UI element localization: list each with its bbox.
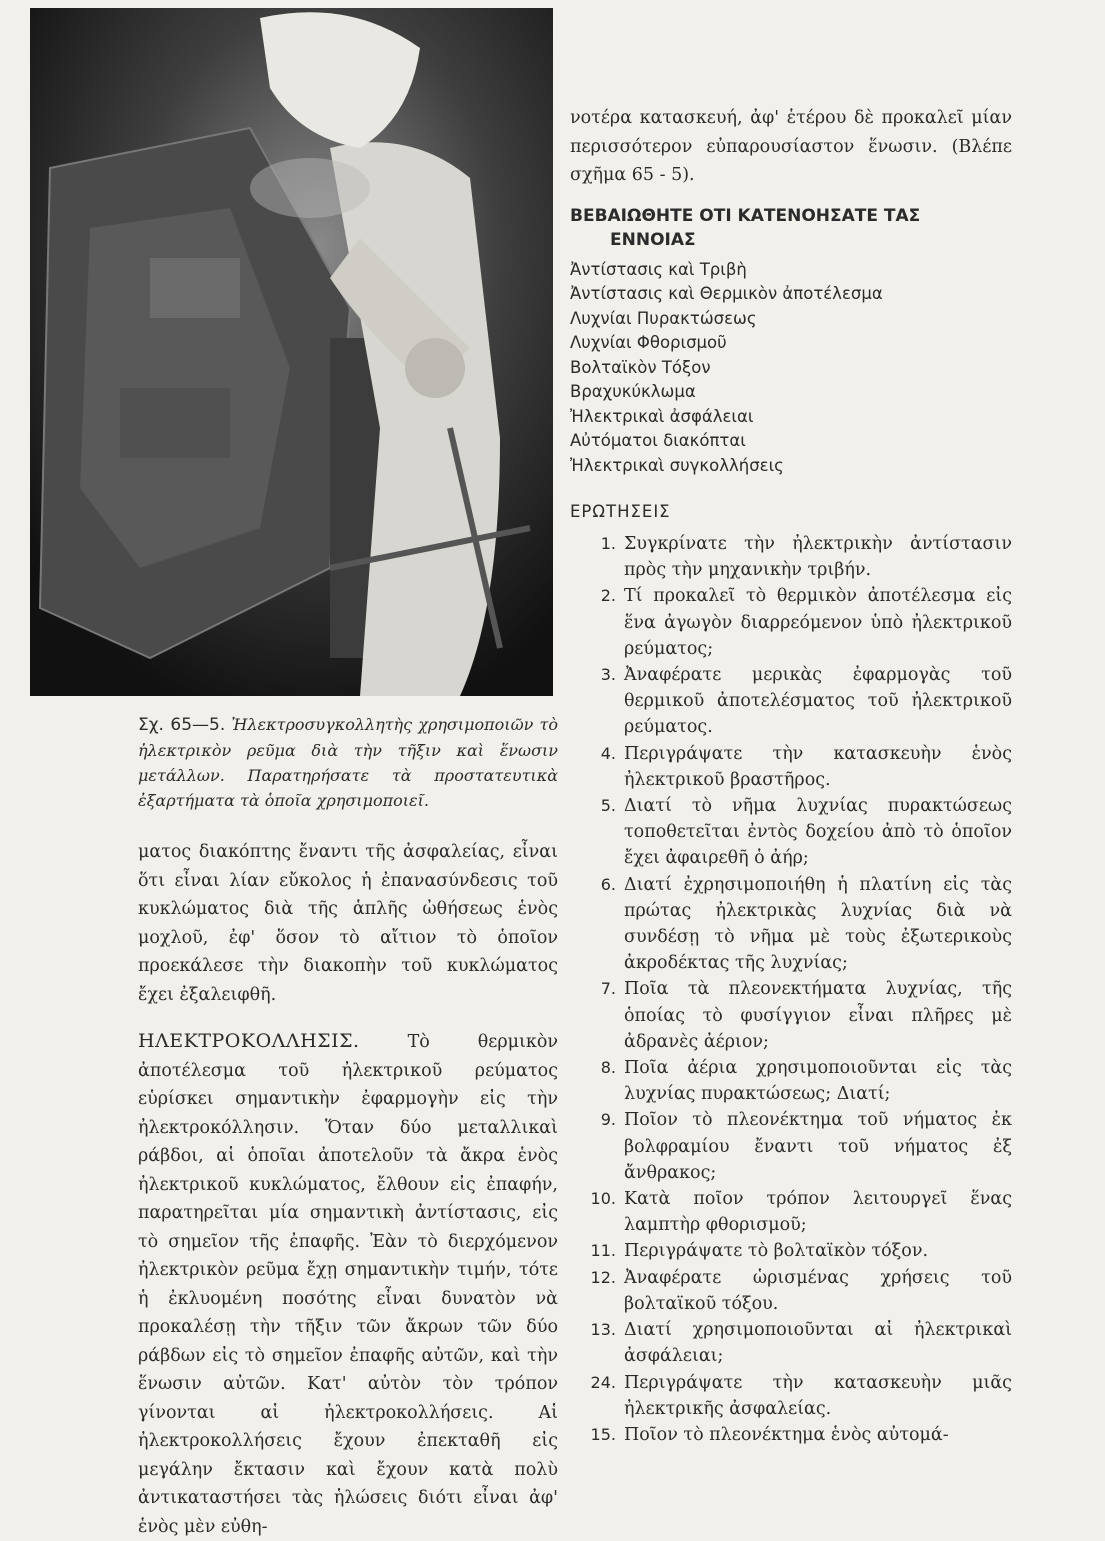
question-item (570, 1265, 1012, 1317)
concept-item: Ἀντίστασις καὶ Τριβὴ (570, 259, 747, 279)
electrowelding-heading: ΗΛΕΚΤΡΟΚΟΛΛΗΣΙΣ. (138, 1030, 360, 1052)
concept-item: Ἠλεκτρικαὶ συγκολλήσεις (570, 455, 784, 475)
question-text: Ἀναφέρατε μερικὰς ἐφαρμογὰς τοῦ θερμικοῦ ἀποτελέσματος τοῦ ἠλεκτρικοῦ ρεύματος. (624, 665, 1012, 738)
concepts-heading-line2: ΕΝΝΟΙΑΣ (610, 229, 696, 250)
concepts-list (570, 258, 1012, 479)
question-item (570, 976, 1012, 1055)
question-text: Ποῖα τὰ πλεονεκτήματα λυχνίας, τῆς ὁποίας τὸ φυσίγγιον εἶναι πλῆρες μὲ ἀδρανὲς ἀέριον; (624, 979, 1012, 1052)
question-item (570, 1422, 1012, 1448)
concept-item: Λυχνίαι Πυρακτώσεως (570, 308, 757, 328)
question-number: 24. (590, 1372, 616, 1392)
figure-caption (138, 712, 558, 813)
right-column (570, 104, 1012, 1448)
electrowelding-text: Τὸ θερμικὸν ἀποτέλεσμα τοῦ ἠλεκτρικοῦ ρεύματος εὑρίσκει σημαντικὴν ἐφαρμογὴν εἰς τὴν ἠλεκτροκόλλησιν. Ὅταν δύο μεταλλικαὶ ράβδοι, αἱ ὁποῖαι ἀποτελοῦν τὰ ἄκρα ἑνὸς ἠλεκτρικοῦ κυκλώματος, ἔλθουν εἰς ἐπαφήν, παρατηρεῖται μία σημαντικὴ ἀντίστασις, εἰς τὸ σημεῖον τῆς ἐπαφῆς. Ἐὰν τὸ διερχόμενον ἠλεκτρικὸν ρεῦμα ἔχῃ σημαντικὴν τιμήν, τότε ἡ ἐκλυομένη ποσότης εἶναι δυνατὸν νὰ προκαλέσῃ τὴν τῆξιν τῶν ἄκρων τῶν δύο ράβδων εἰς τὸ σημεῖον ἐπαφῆς αὐτῶν, καὶ τὴν ἕνωσιν αὐτῶν. Κατ' αὐτὸν τὸν τρόπον γίνονται αἱ ἠλεκτροκολλήσεις. Αἱ ἠλεκτροκολλήσεις ἔχουν ἐπεκταθῆ εἰς μεγάλην ἔκτασιν καὶ ἔχουν κατὰ πολὺ ἀντικαταστήσει τὰς ἡλώσεις διότι εἶναι ἀφ' ἑνὸς μὲν εὐθη- (138, 1032, 558, 1537)
question-number: 9. (600, 1110, 616, 1130)
concept-item: Ἠλεκτρικαὶ ἀσφάλειαι (570, 406, 754, 426)
question-number: 15. (590, 1424, 616, 1444)
question-text: Περιγράψατε τὸ βολταϊκὸν τόξον. (624, 1241, 929, 1262)
question-item (570, 1317, 1012, 1369)
question-number: 11. (590, 1241, 616, 1261)
left-paragraph-1: ματος διακόπτης ἔναντι τῆς ἀσφαλείας, εἶναι ὅτι εἶναι λίαν εὔκολος ἡ ἐπανασύνδεσις τοῦ κυκλώματος διὰ τῆς ἁπλῆς ὠθήσεως ἑνὸς μοχλοῦ, ἐφ' ὅσον τὸ αἴτιον τὸ ὁποῖον προεκάλεσε τὴν διακοπὴν τοῦ κυκλώματος ἔχει ἐξαλειφθῆ. (138, 842, 558, 1005)
question-text: Διατί χρησιμοποιοῦνται αἱ ἠλεκτρικαὶ ἀσφάλειαι; (624, 1320, 1012, 1367)
question-text: Ποῖον τὸ πλεονέκτημα τοῦ νήματος ἐκ βολφραμίου ἔναντι τοῦ νήματος ἐξ ἄνθρακος; (624, 1110, 1012, 1183)
concept-item: Αὐτόματοι διακόπται (570, 431, 746, 450)
question-number: 8. (600, 1058, 616, 1078)
question-text: Περιγράψατε τὴν κατασκευὴν μιᾶς ἠλεκτρικῆς ἀσφαλείας. (624, 1372, 1012, 1419)
question-item (570, 793, 1012, 872)
question-number: 6. (600, 874, 616, 894)
question-item (570, 1186, 1012, 1238)
question-number: 2. (600, 586, 616, 606)
question-item (570, 1055, 1012, 1107)
question-number: 1. (600, 534, 616, 553)
concepts-heading-line1: ΒΕΒΑΙΩΘΗΤΕ ΟΤΙ ΚΑΤΕΝΟΗΣΑΤΕ ΤΑΣ (570, 205, 921, 226)
right-paragraph-1: νοτέρα κατασκευή, ἀφ' ἑτέρου δὲ προκαλεῖ μίαν περισσότερον εὐπαρουσίαστον ἕνωσιν. (Βλέπε σχῆμα 65 - 5). (570, 108, 1012, 185)
question-number: 10. (590, 1189, 616, 1209)
question-text: Ποῖα ἀέρια χρησιμοποιοῦνται εἰς τὰς λυχνίας πυρακτώσεως; Διατί; (624, 1058, 1012, 1105)
concept-item: Λυχνίαι Φθορισμοῦ (570, 333, 727, 352)
question-number: 4. (600, 743, 616, 763)
question-text: Τί προκαλεῖ τὸ θερμικὸν ἀποτέλεσμα εἰς ἕνα ἀγωγὸν διαρρεόμενον ὑπὸ ἠλεκτρικοῦ ρεύματος; (624, 586, 1012, 659)
question-item (570, 1238, 1012, 1264)
left-paragraph-2 (138, 1027, 558, 1541)
question-text: Διατί τὸ νῆμα λυχνίας πυρακτώσεως τοποθετεῖται ἐντὸς δοχείου ἀπὸ τὸ ὁποῖον ἔχει ἀφαιρεθῆ ὁ ἀήρ; (624, 796, 1012, 869)
question-item (570, 662, 1012, 741)
concept-item: Ἀντίστασις καὶ Θερμικὸν ἀποτέλεσμα (570, 284, 883, 303)
left-column (138, 838, 558, 1541)
question-text: Ἀναφέρατε ὡρισμένας χρήσεις τοῦ βολταϊκοῦ τόξου. (624, 1267, 1012, 1314)
question-item (570, 531, 1012, 583)
question-text: Διατί ἐχρησιμοποιήθη ἡ πλατίνη εἰς τὰς πρώτας ἠλεκτρικὰς λυχνίας διὰ νὰ συνδέσῃ τὸ νῆμα μὲ τοὺς ἐξωτερικοὺς ἀκροδέκτας τῆς λυχνίας; (624, 874, 1012, 974)
question-number: 13. (590, 1320, 616, 1340)
question-item (570, 1370, 1012, 1422)
question-text: Περιγράψατε τὴν κατασκευὴν ἑνὸς ἠλεκτρικοῦ βραστῆρος. (624, 743, 1012, 790)
question-item (570, 583, 1012, 662)
concept-item: Βολταϊκὸν Τόξον (570, 357, 711, 377)
concept-item: Βραχυκύκλωμα (570, 382, 696, 401)
questions-list (570, 531, 1012, 1448)
question-item (570, 741, 1012, 793)
question-number: 12. (590, 1267, 616, 1287)
question-number: 7. (600, 979, 616, 999)
figure-label: Σχ. 65—5. (138, 715, 226, 735)
question-text: Κατὰ ποῖον τρόπον λειτουργεῖ ἕνας λαμπτὴρ φθορισμοῦ; (624, 1189, 1012, 1236)
questions-heading: ΕΡΩΤΗΣΕΙΣ (570, 502, 671, 521)
question-text: Συγκρίνατε τὴν ἠλεκτρικὴν ἀντίστασιν πρὸς τὴν μηχανικὴν τριβήν. (624, 534, 1012, 581)
question-number: 3. (600, 665, 616, 685)
figure-caption-text: Ἠλεκτροσυγκολλητὴς χρησιμοποιῶν τὸ ἠλεκτρικὸν ρεῦμα διὰ τὴν τῆξιν καὶ ἕνωσιν μετάλλων. Παρατηρήσατε τὰ προστατευτικὰ ἐξαρτήματα τὰ ὁποῖα χρησιμοποιεῖ. (138, 715, 558, 810)
question-number: 5. (600, 796, 616, 816)
question-item (570, 872, 1012, 977)
welder-photo (30, 8, 553, 696)
question-text: Ποῖον τὸ πλεονέκτημα ἑνὸς αὐτομά- (624, 1424, 949, 1445)
concepts-heading (570, 204, 1012, 252)
welder-illustration (30, 8, 553, 696)
question-item (570, 1107, 1012, 1186)
